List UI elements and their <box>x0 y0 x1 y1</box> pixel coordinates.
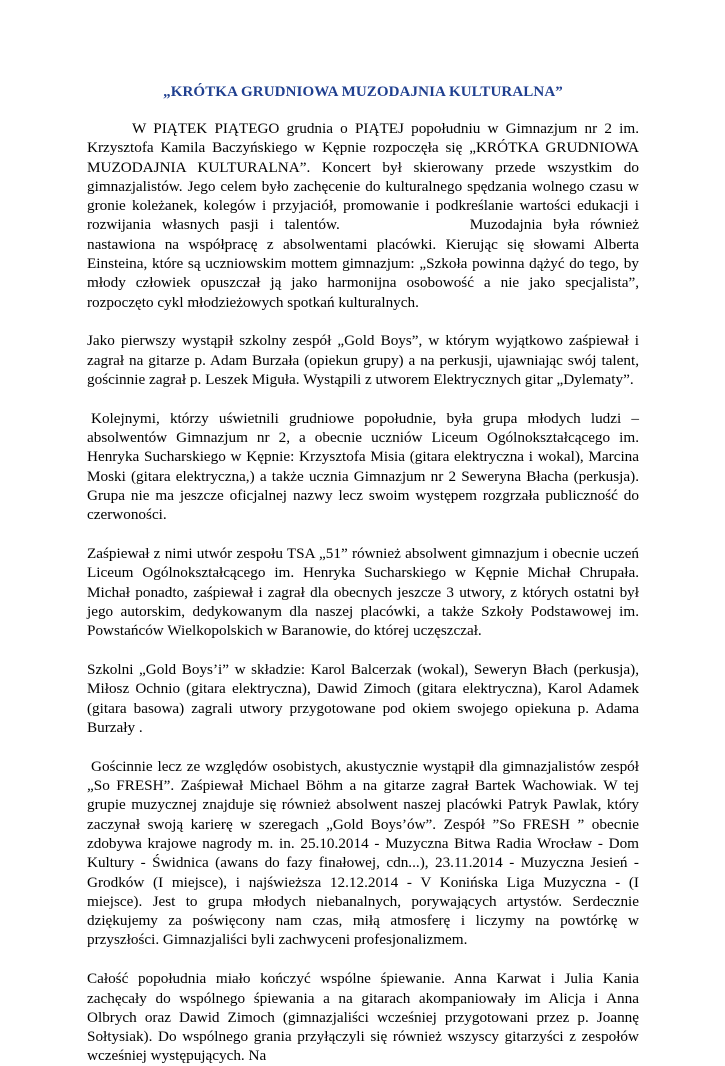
paragraph-so-fresh: Gościnnie lecz ze względów osobistych, akustycznie wystąpił dla gimnazjalistów zespół „So FRESH”. Zaśpiewał Michael Böhm a na gitarze zagrał Bartek Wachowiak. W tej grupie muzycznej znajduje się również absolwent naszej placówki Patryk Pawlak, który zaczynał swoją karierę w szeregach „Gold Boys’ów”. Zespół ”So FRESH ” obecnie zdobywa krajowe nagrody m. in. 25.10.2014 - Muzyczna Bitwa Radia Wrocław - Dom Kultury - Świdnica (awans do fazy finałowej, cdn...), 23.11.2014 - Muzyczna Jesień - Grodków (I miejsce), i najświeższa 12.12.2014 - V Konińska Liga Muzyczna - (I miejsce). Jest to grupa młodych niebanalnych, porywających artystów. Serdecznie dziękujemy za poświęcony nam czas, miłą atmosferę i liczymy na powtórkę w przyszłości. Gimnazjaliści byli zachwyceni profesjonalizmem. <box>87 757 639 949</box>
paragraph-gold-boys-first: Jako pierwszy wystąpił szkolny zespół „Gold Boys”, w którym wyjątkowo zaśpiewał i zagrał na gitarze p. Adam Burzała (opiekun grupy) a na perkusji, ujawniając swój talent, gościnnie zagrał p. Leszek Miguła. Wystąpili z utworem Elektrycznych gitar „Dylematy”. <box>87 332 639 389</box>
paragraph-intro-part2: Muzodajnia była również nastawiona na współpracę z absolwentami placówki. Kierując się słowami Alberta Einsteina, które są uczniowskim mottem gimnazjum: „Szkoła powinna dążyć do tego, by młody człowiek opuszczał ją jako harmonijna osobowość a nie jako specjalista”, rozpoczęto cykl młodzieżowych spotkań kulturalnych. <box>87 216 639 311</box>
paragraph-closing: Całość popołudnia miało kończyć wspólne śpiewanie. Anna Karwat i Julia Kania zachęcały do wspólnego śpiewania a na gitarach akompaniowały im Alicja i Anna Olbrych oraz Dawid Zimoch (gimnazjaliści wcześniej przygotowani przez p. Joannę Sołtysiak). Do wspólnego grania przyłączyli się również wszyscy gitarzyści z zespołów wcześniej występujących. Na <box>87 970 639 1065</box>
paragraph-tsa-song: Zaśpiewał z nimi utwór zespołu TSA „51” również absolwent gimnazjum i obecnie uczeń Liceum Ogólnokształcącego im. Henryka Sucharskiego w Kępnie Michał Chrupała. Michał ponadto, zaśpiewał i zagrał dla obecnych jeszcze 3 utwory, z których ostatni był jego autorskim, dedykowanym dla naszej placówki, a także Szkoły Podstawowej im. Powstańców Wielkopolskich w Baranowie, do której uczęszczał. <box>87 545 639 640</box>
document-title: „KRÓTKA GRUDNIOWA MUZODAJNIA KULTURALNA” <box>163 84 563 100</box>
paragraph-intro-part1: W PIĄTEK PIĄTEGO grudnia o PIĄTEJ popołudniu w Gimnazjum nr 2 im. Krzysztofa Kamila Baczyńskiego w Kępnie rozpoczęła się „KRÓTKA GRUDNIOWA MUZODAJNIA KULTURALNA”. Koncert był skierowany przede wszystkim do gimnazjalistów. Jego celem było zachęcenie do kulturalnego spędzania wolnego czasu w gronie koleżanek, kolegów i przyjaciół, promowanie i podkreślanie wartości edukacji i rozwijania własnych pasji i talentów. <box>87 120 639 234</box>
paragraph-intro <box>87 119 639 312</box>
paragraph-gold-boys-lineup: Szkolni „Gold Boys’i” w składzie: Karol Balcerzak (wokal), Seweryn Błach (perkusja), Miłosz Ochnio (gitara elektryczna), Dawid Zimoch (gitara elektryczna), Karol Adamek (gitara basowa) zagrali utwory przygotowane pod okiem swojego opiekuna p. Adama Burzały . <box>87 661 639 737</box>
paragraph-alumni-group: Kolejnymi, którzy uświetnili grudniowe popołudnie, była grupa młodych ludzi – absolwentów Gimnazjum nr 2, a obecnie uczniów Liceum Ogólnokształcącego im. Henryka Sucharskiego w Kępnie: Krzysztofa Misia (gitara elektryczna i wokal), Marcina Moski (gitara elektryczna,) a także ucznia Gimnazjum nr 2 Seweryna Błacha (perkusja). Grupa nie ma jeszcze oficjalnej nazwy lecz swoim występem rozgrzała publiczność do czerwoności. <box>87 409 639 524</box>
